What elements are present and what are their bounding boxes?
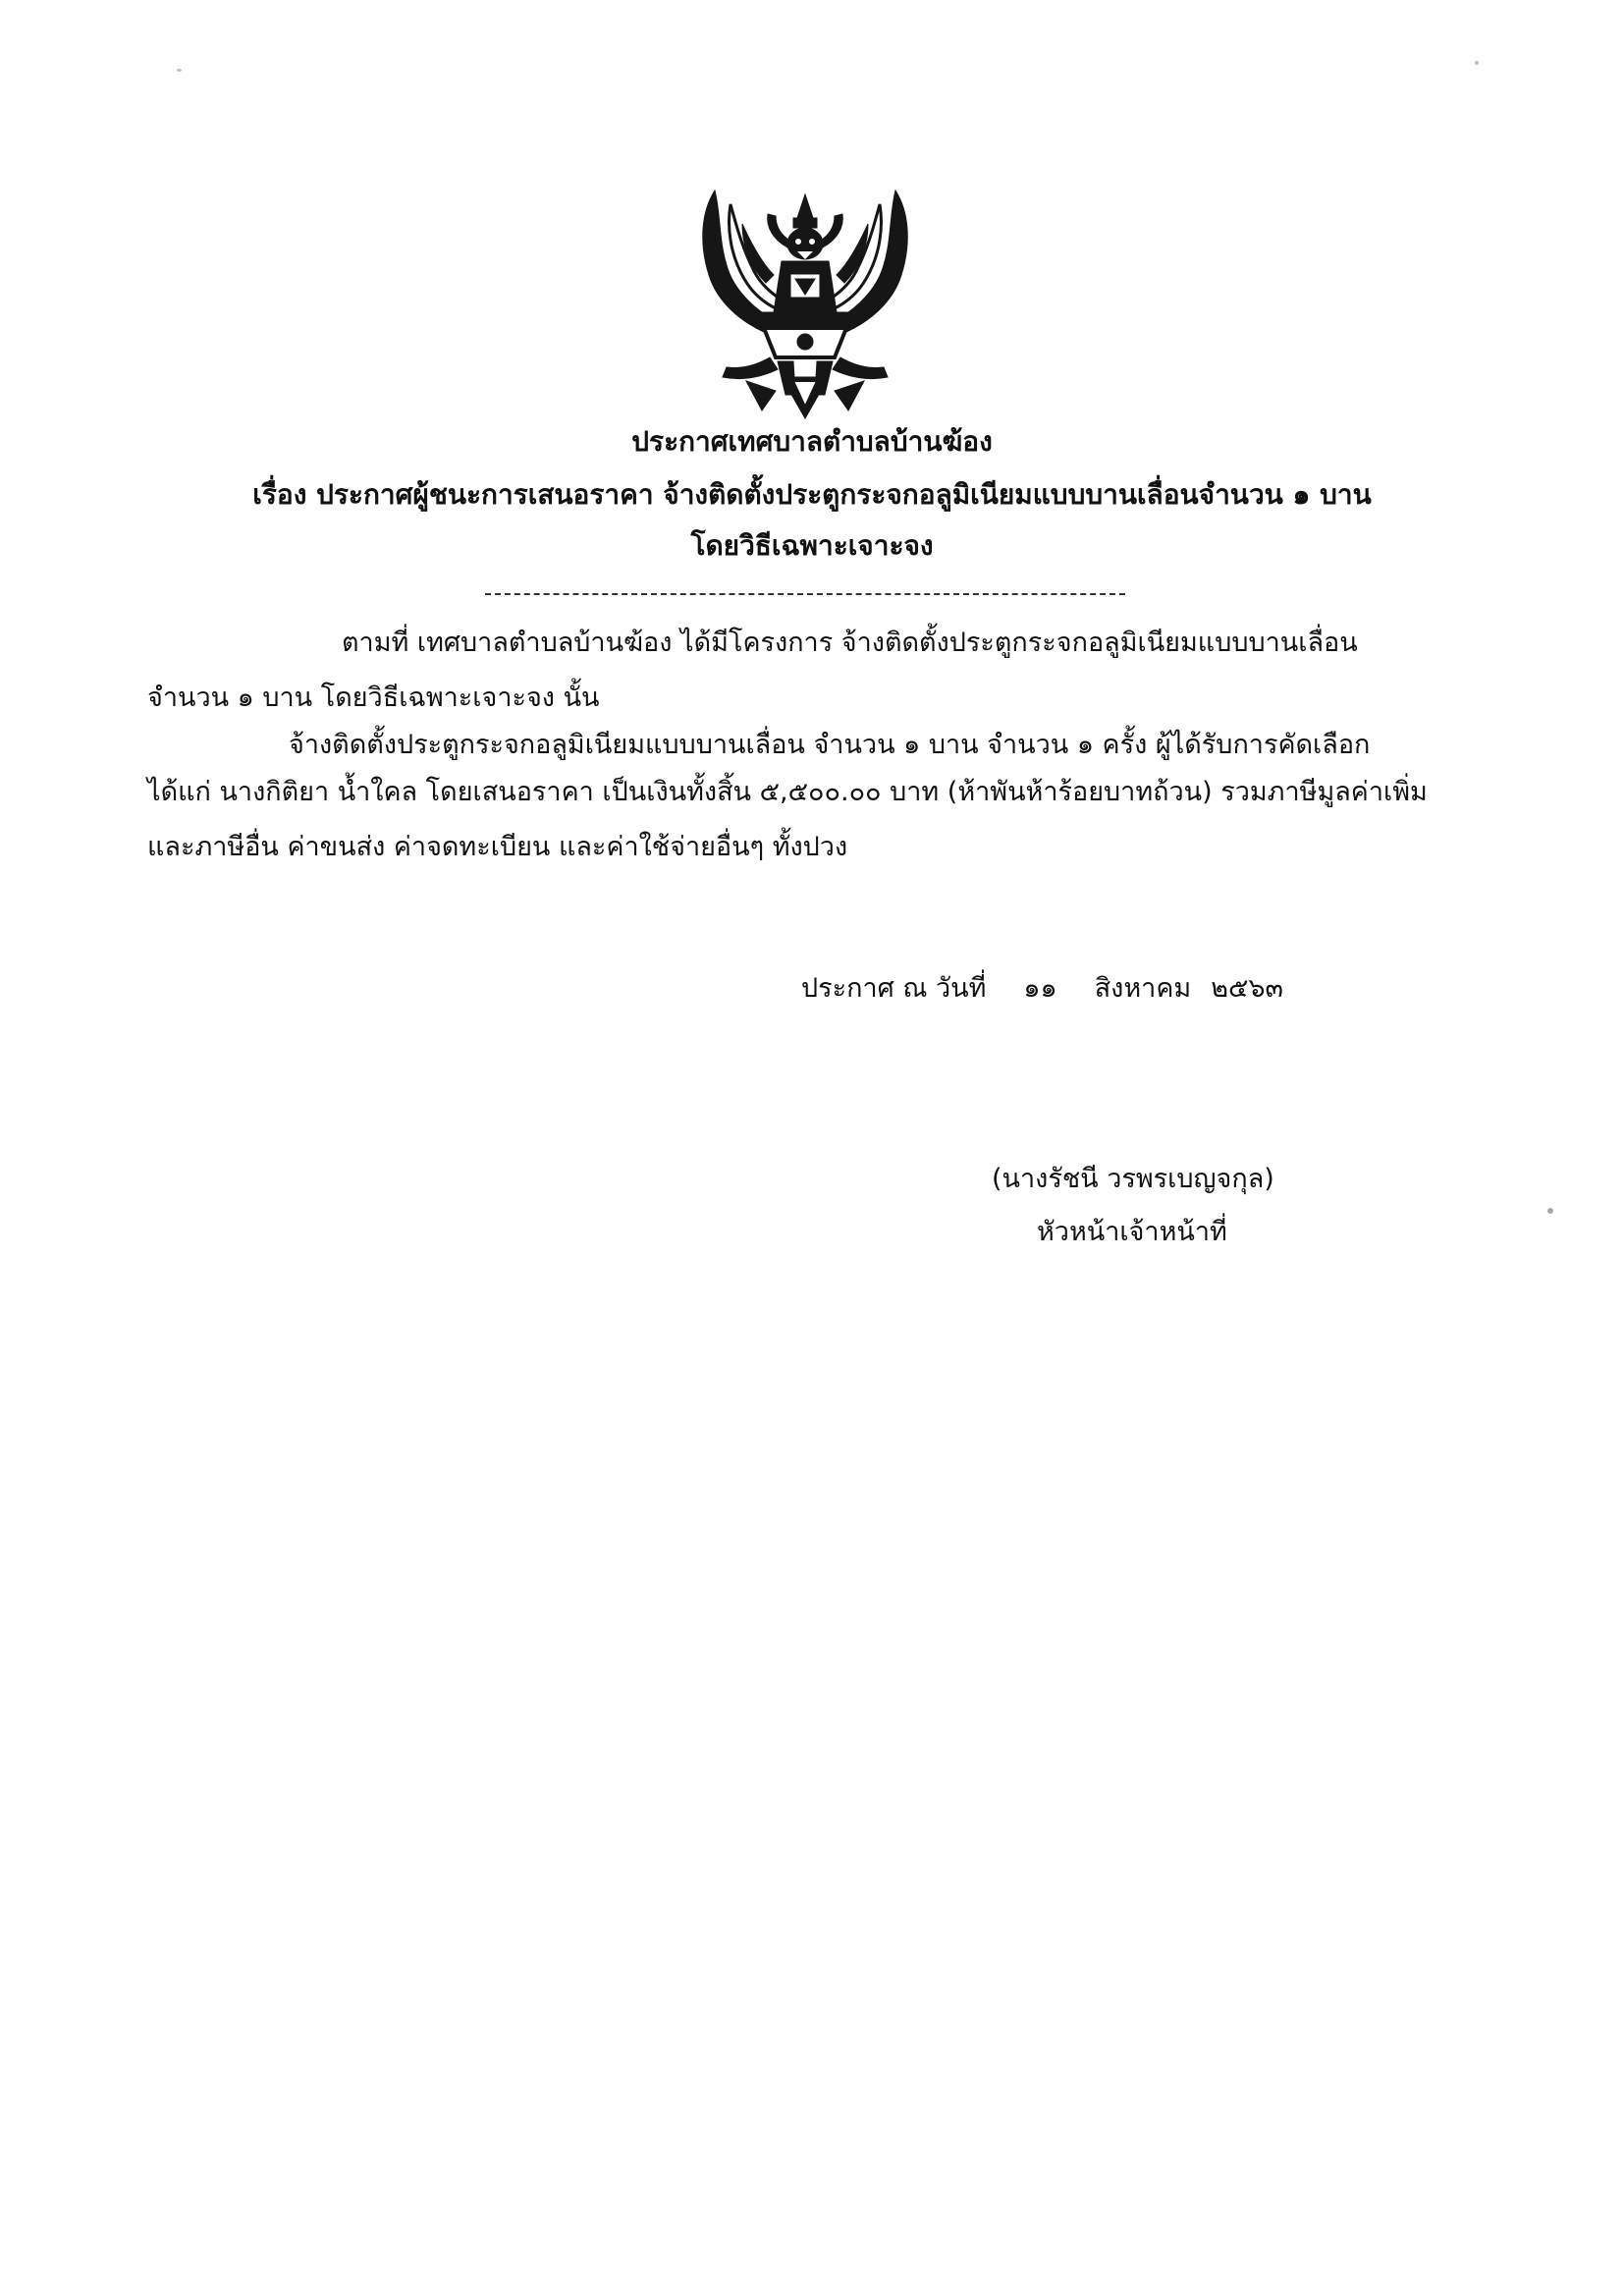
procurement-method: โดยวิธีเฉพาะเจาะจง [690, 529, 934, 562]
signatory-position: หัวหน้าเจ้าหน้าที่ [1037, 1217, 1227, 1247]
announcement-org-title: ประกาศเทศบาลตำบลบ้านฆ้อง [631, 425, 993, 458]
announcement-date [801, 972, 1283, 1006]
date-month: สิงหาคม [1094, 973, 1192, 1004]
header-divider [485, 593, 1125, 595]
date-label: ประกาศ ณ วันที่ [801, 973, 987, 1004]
date-year: ๒๕๖๓ [1211, 973, 1284, 1004]
scan-speck [1475, 61, 1479, 65]
scan-speck [177, 69, 182, 72]
garuda-emblem-icon [687, 185, 923, 420]
paragraph-2-line-2: ได้แก่ นางกิติยา น้ำใคล โดยเสนอราคา เป็นเงินทั้งสิ้น ๕,๕๐๐.๐๐ บาท (ห้าพันห้าร้อยบาทถ้วน) รวมภาษีมูลค่าเพิ่ม [147, 777, 1428, 807]
scan-speck [1547, 1208, 1553, 1214]
announcement-subject: เรื่อง ประกาศผู้ชนะการเสนอราคา จ้างติดตั้งประตูกระจกอลูมิเนียมแบบบานเลื่อนจำนวน ๑ บาน [252, 478, 1372, 511]
date-day: ๑๑ [1023, 973, 1057, 1004]
paragraph-1-line-2: จำนวน ๑ บาน โดยวิธีเฉพาะเจาะจง นั้น [147, 683, 600, 713]
paragraph-2-line-1: จ้างติดตั้งประตูกระจกอลูมิเนียมแบบบานเลื่อน จำนวน ๑ บาน จำนวน ๑ ครั้ง ผู้ได้รับการคัดเลือก [289, 730, 1371, 760]
signatory-name: (นางรัชนี วรพรเบญจกุล) [992, 1164, 1274, 1194]
paragraph-1-line-1: ตามที่ เทศบาลตำบลบ้านฆ้อง ได้มีโครงการ จ้างติดตั้งประตูกระจกอลูมิเนียมแบบบานเลื่อน [342, 628, 1358, 658]
paragraph-2-line-3: และภาษีอื่น ค่าขนส่ง ค่าจดทะเบียน และค่าใช้จ่ายอื่นๆ ทั้งปวง [147, 832, 848, 862]
